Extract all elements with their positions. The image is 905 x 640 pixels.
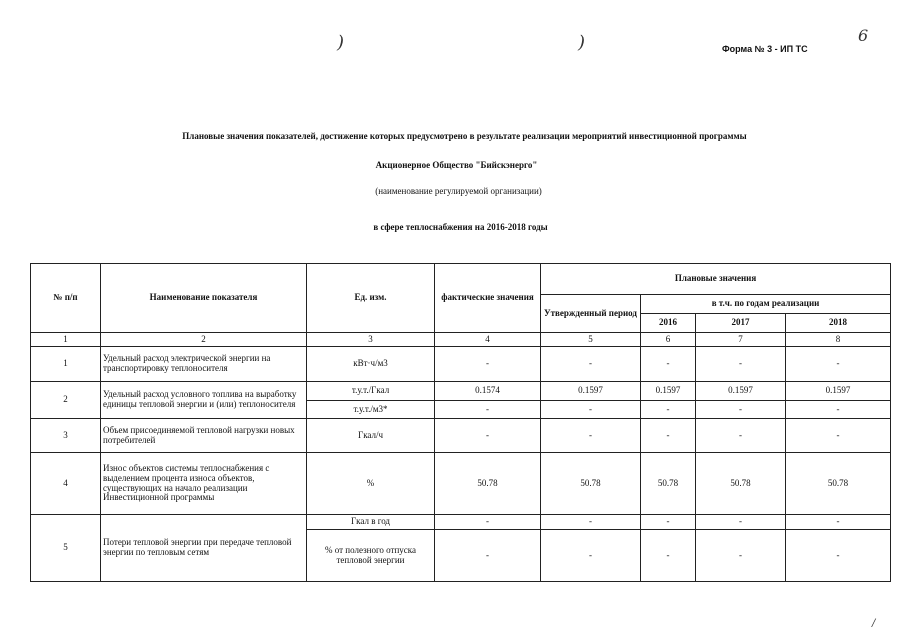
header-2016: 2016: [641, 314, 696, 333]
row-approved: 0.1597: [541, 382, 641, 401]
row-2017: -: [696, 530, 786, 582]
row-unit: кВт·ч/м3: [307, 347, 435, 382]
row-2018: -: [786, 347, 891, 382]
col-number: 7: [696, 333, 786, 347]
form-label: Форма № 3 - ИП ТС: [722, 44, 808, 54]
row-2016: -: [641, 530, 696, 582]
row-approved: -: [541, 515, 641, 530]
header-num: № п/п: [31, 264, 101, 333]
table-row: [31, 515, 891, 530]
col-number: 8: [786, 333, 891, 347]
organization-name: Акционерное Общество "Бийскэнерго": [375, 160, 538, 170]
row-2018: 0.1597: [786, 382, 891, 401]
header-unit: Ед. изм.: [307, 264, 435, 333]
col-number: 6: [641, 333, 696, 347]
col-number: 2: [101, 333, 307, 347]
row-2016: 50.78: [641, 453, 696, 515]
row-unit: Гкал/ч: [307, 419, 435, 453]
table-row: [31, 382, 891, 401]
table-row: [31, 453, 891, 515]
row-unit: т.у.т./м3*: [307, 401, 435, 419]
handwritten-paren-1: ): [337, 32, 345, 53]
row-approved: -: [541, 347, 641, 382]
table-row: [31, 419, 891, 453]
sphere-line: в сфере теплоснабжения на 2016-2018 годы: [373, 222, 548, 232]
row-2017: -: [696, 347, 786, 382]
row-actual: -: [435, 419, 541, 453]
row-name: Удельный расход электрической энергии на транспортировку теплоносителя: [101, 347, 307, 382]
row-num: 3: [31, 419, 101, 453]
header-row-1: [31, 264, 891, 295]
row-approved: 50.78: [541, 453, 641, 515]
organization-hint: (наименование регулируемой организации): [375, 186, 542, 196]
col-number: 1: [31, 333, 101, 347]
row-2017: 50.78: [696, 453, 786, 515]
header-by-years: в т.ч. по годам реализации: [641, 295, 891, 314]
row-2018: -: [786, 515, 891, 530]
row-approved: -: [541, 419, 641, 453]
row-approved: -: [541, 401, 641, 419]
col-number: 3: [307, 333, 435, 347]
row-2017: -: [696, 419, 786, 453]
row-num: 4: [31, 453, 101, 515]
column-number-row: [31, 333, 891, 347]
header-name: Наименование показателя: [101, 264, 307, 333]
row-name: Удельный расход условного топлива на выработку единицы тепловой энергии и (или) теплоносителя: [101, 382, 307, 419]
row-name: Объем присоединяемой тепловой нагрузки новых потребителей: [101, 419, 307, 453]
row-2016: 0.1597: [641, 382, 696, 401]
row-approved: -: [541, 530, 641, 582]
header-planned: Плановые значения: [541, 264, 891, 295]
row-2016: -: [641, 515, 696, 530]
row-2016: -: [641, 419, 696, 453]
row-actual: 0.1574: [435, 382, 541, 401]
row-unit: % от полезного отпуска тепловой энергии: [307, 530, 435, 582]
indicators-table: [30, 263, 891, 582]
row-2017: -: [696, 401, 786, 419]
row-2016: -: [641, 401, 696, 419]
handwritten-paren-2: ): [578, 32, 586, 53]
row-2017: -: [696, 515, 786, 530]
table-row: [31, 347, 891, 382]
row-actual: 50.78: [435, 453, 541, 515]
header-actual: фактические значения: [435, 264, 541, 333]
document-title: Плановые значения показателей, достижение которых предусмотрено в результате реализации мероприятий инвестиционной программы: [182, 131, 747, 141]
row-num: 2: [31, 382, 101, 419]
row-actual: -: [435, 347, 541, 382]
header-2017: 2017: [696, 314, 786, 333]
col-number: 5: [541, 333, 641, 347]
row-2017: 0.1597: [696, 382, 786, 401]
header-2018: 2018: [786, 314, 891, 333]
row-actual: -: [435, 515, 541, 530]
row-actual: -: [435, 530, 541, 582]
row-2018: 50.78: [786, 453, 891, 515]
row-unit: Гкал в год: [307, 515, 435, 530]
col-number: 4: [435, 333, 541, 347]
row-2018: -: [786, 419, 891, 453]
row-name: Износ объектов системы теплоснабжения с выделением процента износа объектов, существующих на начало реализации Инвестиционной программы: [101, 453, 307, 515]
row-name: Потери тепловой энергии при передаче тепловой энергии по тепловым сетям: [101, 515, 307, 582]
handwritten-page-number: 6: [858, 26, 869, 45]
handwritten-corner-mark: /: [872, 618, 876, 629]
row-num: 5: [31, 515, 101, 582]
row-2018: -: [786, 401, 891, 419]
row-2018: -: [786, 530, 891, 582]
row-num: 1: [31, 347, 101, 382]
row-unit: %: [307, 453, 435, 515]
row-actual: -: [435, 401, 541, 419]
row-unit: т.у.т./Гкал: [307, 382, 435, 401]
header-approved: Утвержденный период: [541, 295, 641, 333]
row-2016: -: [641, 347, 696, 382]
